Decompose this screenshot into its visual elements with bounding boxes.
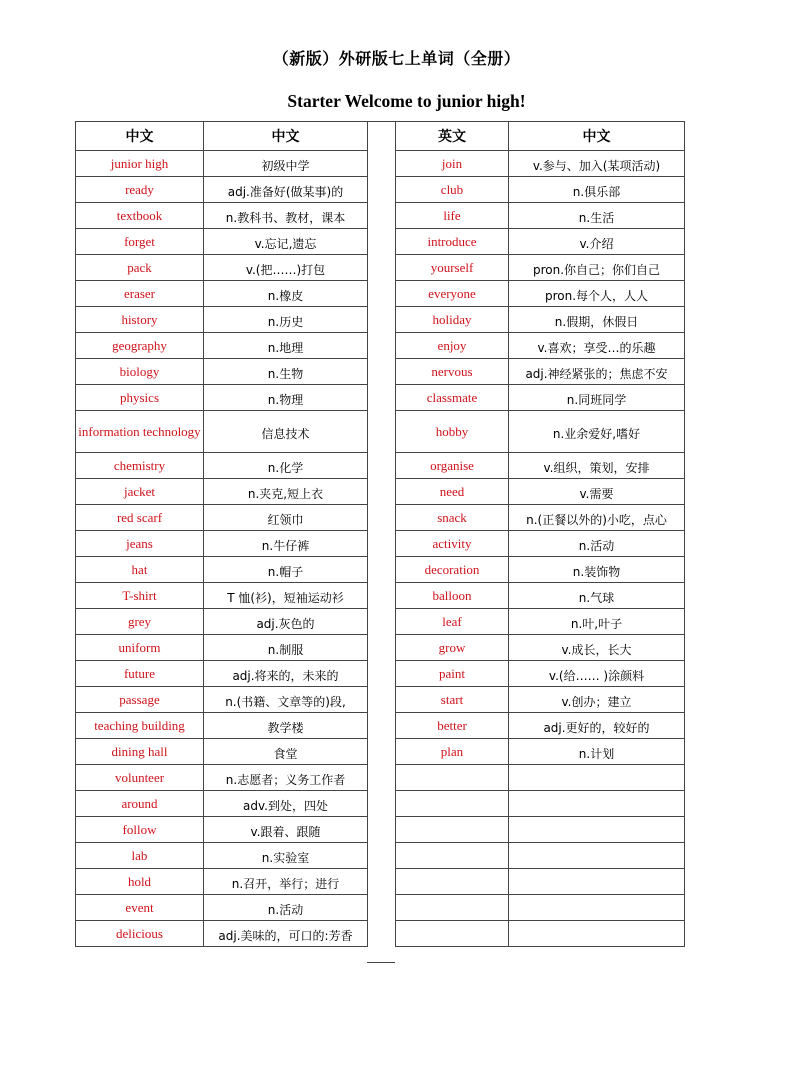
english-word-cell: dining hall [76,739,204,765]
english-word-cell: geography [76,333,204,359]
table-row [396,583,685,609]
chinese-meaning-cell: 红领巾 [204,505,368,531]
english-word-cell: jeans [76,531,204,557]
table-row [76,281,368,307]
chinese-meaning-cell: v.跟着、跟随 [204,817,368,843]
chinese-meaning-cell [509,765,685,791]
chinese-meaning-cell: n.气球 [509,583,685,609]
vocab-table-right [395,121,685,947]
chinese-meaning-cell: 教学楼 [204,713,368,739]
table-row [396,151,685,177]
chinese-meaning-cell: adj.将来的，未来的 [204,661,368,687]
table-row [396,453,685,479]
english-word-cell: leaf [396,609,509,635]
vocab-table-left [75,121,368,947]
table-row [396,281,685,307]
chinese-meaning-cell: adj.美味的，可口的:芳香 [204,921,368,947]
chinese-meaning-cell [509,791,685,817]
chinese-meaning-cell: v.成长，长大 [509,635,685,661]
chinese-meaning-cell: v.(把……)打包 [204,255,368,281]
chinese-meaning-cell: n.(正餐以外的)小吃，点心 [509,505,685,531]
table-row [396,817,685,843]
table-row [76,203,368,229]
table-row [396,713,685,739]
table-row [76,921,368,947]
chinese-meaning-cell: n.教科书、教材，课本 [204,203,368,229]
english-word-cell: red scarf [76,505,204,531]
english-word-cell: nervous [396,359,509,385]
chinese-meaning-cell: n.实验室 [204,843,368,869]
table-row [396,895,685,921]
chinese-meaning-cell: pron.每个人，人人 [509,281,685,307]
chinese-meaning-cell: v.介绍 [509,229,685,255]
english-word-cell: life [396,203,509,229]
english-word-cell: uniform [76,635,204,661]
english-word-cell: activity [396,531,509,557]
english-word-cell [396,843,509,869]
english-word-cell: plan [396,739,509,765]
chinese-meaning-cell: n.帽子 [204,557,368,583]
table-row [396,385,685,411]
chinese-meaning-cell: adj.更好的，较好的 [509,713,685,739]
english-word-cell: snack [396,505,509,531]
chinese-meaning-cell [509,921,685,947]
chinese-meaning-cell: n.地理 [204,333,368,359]
english-word-cell: decoration [396,557,509,583]
english-word-cell: balloon [396,583,509,609]
table-row [396,687,685,713]
chinese-meaning-cell [509,869,685,895]
chinese-meaning-cell [509,895,685,921]
english-word-cell: classmate [396,385,509,411]
table-row [396,609,685,635]
chinese-meaning-cell: n.牛仔裤 [204,531,368,557]
chinese-meaning-cell: adj.灰色的 [204,609,368,635]
english-word-cell: history [76,307,204,333]
table-row [76,531,368,557]
table-row [76,713,368,739]
table-row [396,661,685,687]
table-row [76,307,368,333]
table-row [396,739,685,765]
table-row [76,817,368,843]
english-word-cell: pack [76,255,204,281]
table-row [76,479,368,505]
english-word-cell: grow [396,635,509,661]
english-word-cell: volunteer [76,765,204,791]
english-word-cell: holiday [396,307,509,333]
chinese-meaning-cell: n.召开，举行；进行 [204,869,368,895]
table-row [76,557,368,583]
header-cell: 中文 [509,122,685,151]
english-word-cell: jacket [76,479,204,505]
english-word-cell: join [396,151,509,177]
english-word-cell [396,765,509,791]
chinese-meaning-cell: n.假期，休假日 [509,307,685,333]
english-word-cell: hat [76,557,204,583]
chinese-meaning-cell: n.同班同学 [509,385,685,411]
english-word-cell: information technology [76,411,204,453]
english-word-cell: yourself [396,255,509,281]
english-word-cell [396,869,509,895]
chinese-meaning-cell: v.创办；建立 [509,687,685,713]
chinese-meaning-cell: T 恤(衫)，短袖运动衫 [204,583,368,609]
table-row [396,635,685,661]
table-row [76,843,368,869]
header-cell: 英文 [396,122,509,151]
english-word-cell: physics [76,385,204,411]
table-row [76,583,368,609]
chinese-meaning-cell: n.俱乐部 [509,177,685,203]
chinese-meaning-cell: v.参与、加入(某项活动) [509,151,685,177]
chinese-meaning-cell: adv.到处，四处 [204,791,368,817]
chinese-meaning-cell: v.喜欢；享受…的乐趣 [509,333,685,359]
table-row [76,453,368,479]
english-word-cell: everyone [396,281,509,307]
table-row [396,307,685,333]
chinese-meaning-cell: v.需要 [509,479,685,505]
table-row [76,177,368,203]
english-word-cell: follow [76,817,204,843]
chinese-meaning-cell: adj.神经紧张的；焦虑不安 [509,359,685,385]
chinese-meaning-cell: n.活动 [204,895,368,921]
chinese-meaning-cell: 初级中学 [204,151,368,177]
table-row [396,411,685,453]
chinese-meaning-cell: n.(书籍、文章等的)段, [204,687,368,713]
table-row [396,333,685,359]
table-row [76,765,368,791]
table-row [396,255,685,281]
chinese-meaning-cell: v.忘记,遗忘 [204,229,368,255]
english-word-cell: hobby [396,411,509,453]
table-row [76,385,368,411]
table-gap [367,121,395,963]
chinese-meaning-cell: n.制服 [204,635,368,661]
chinese-meaning-cell [509,843,685,869]
chinese-meaning-cell: v.(给…… )涂颜料 [509,661,685,687]
english-word-cell: T-shirt [76,583,204,609]
chinese-meaning-cell: n.夹克,短上衣 [204,479,368,505]
header-cell: 中文 [204,122,368,151]
english-word-cell [396,895,509,921]
chinese-meaning-cell: n.历史 [204,307,368,333]
table-row [396,531,685,557]
table-row [396,177,685,203]
english-word-cell: paint [396,661,509,687]
chinese-meaning-cell: n.物理 [204,385,368,411]
english-word-cell: chemistry [76,453,204,479]
table-row [76,609,368,635]
english-word-cell: hold [76,869,204,895]
table-row [396,229,685,255]
chinese-meaning-cell: n.化学 [204,453,368,479]
english-word-cell: better [396,713,509,739]
table-row [76,739,368,765]
english-word-cell: forget [76,229,204,255]
english-word-cell: teaching building [76,713,204,739]
english-word-cell [396,817,509,843]
table-row [396,869,685,895]
chinese-meaning-cell: 信息技术 [204,411,368,453]
chinese-meaning-cell: n.叶,叶子 [509,609,685,635]
english-word-cell: around [76,791,204,817]
english-word-cell: passage [76,687,204,713]
table-row [76,505,368,531]
english-word-cell: junior high [76,151,204,177]
unit-subtitle: Starter Welcome to junior high! [287,91,526,111]
table-row [76,255,368,281]
chinese-meaning-cell: adj.准备好(做某事)的 [204,177,368,203]
table-row [76,333,368,359]
chinese-meaning-cell: n.橡皮 [204,281,368,307]
chinese-meaning-cell: pron.你自己；你们自己 [509,255,685,281]
table-row [396,479,685,505]
table-row [76,359,368,385]
english-word-cell: start [396,687,509,713]
english-word-cell: enjoy [396,333,509,359]
table-row [76,661,368,687]
table-row [76,895,368,921]
document-title: （新版）外研版七上单词（全册） [272,49,521,68]
chinese-meaning-cell: n.装饰物 [509,557,685,583]
chinese-meaning-cell [509,817,685,843]
english-word-cell: need [396,479,509,505]
chinese-meaning-cell: 食堂 [204,739,368,765]
english-word-cell: biology [76,359,204,385]
table-row [76,151,368,177]
table-row [396,557,685,583]
english-word-cell: grey [76,609,204,635]
english-word-cell: ready [76,177,204,203]
chinese-meaning-cell: n.志愿者；义务工作者 [204,765,368,791]
english-word-cell: introduce [396,229,509,255]
table-row [76,635,368,661]
english-word-cell: club [396,177,509,203]
english-word-cell: event [76,895,204,921]
table-row [396,203,685,229]
table-row [76,687,368,713]
english-word-cell: textbook [76,203,204,229]
chinese-meaning-cell: n.计划 [509,739,685,765]
english-word-cell: future [76,661,204,687]
table-row [396,843,685,869]
english-word-cell: eraser [76,281,204,307]
english-word-cell: organise [396,453,509,479]
chinese-meaning-cell: v.组织，策划，安排 [509,453,685,479]
table-row [396,921,685,947]
table-row [76,791,368,817]
header-cell: 中文 [76,122,204,151]
chinese-meaning-cell: n.活动 [509,531,685,557]
english-word-cell: lab [76,843,204,869]
table-row [396,765,685,791]
chinese-meaning-cell: n.生活 [509,203,685,229]
chinese-meaning-cell: n.生物 [204,359,368,385]
english-word-cell: delicious [76,921,204,947]
english-word-cell [396,921,509,947]
english-word-cell [396,791,509,817]
table-row [396,791,685,817]
chinese-meaning-cell: n.业余爱好,嗜好 [509,411,685,453]
table-row [396,359,685,385]
table-row [76,229,368,255]
table-row [396,505,685,531]
table-row [76,869,368,895]
table-row [76,411,368,453]
